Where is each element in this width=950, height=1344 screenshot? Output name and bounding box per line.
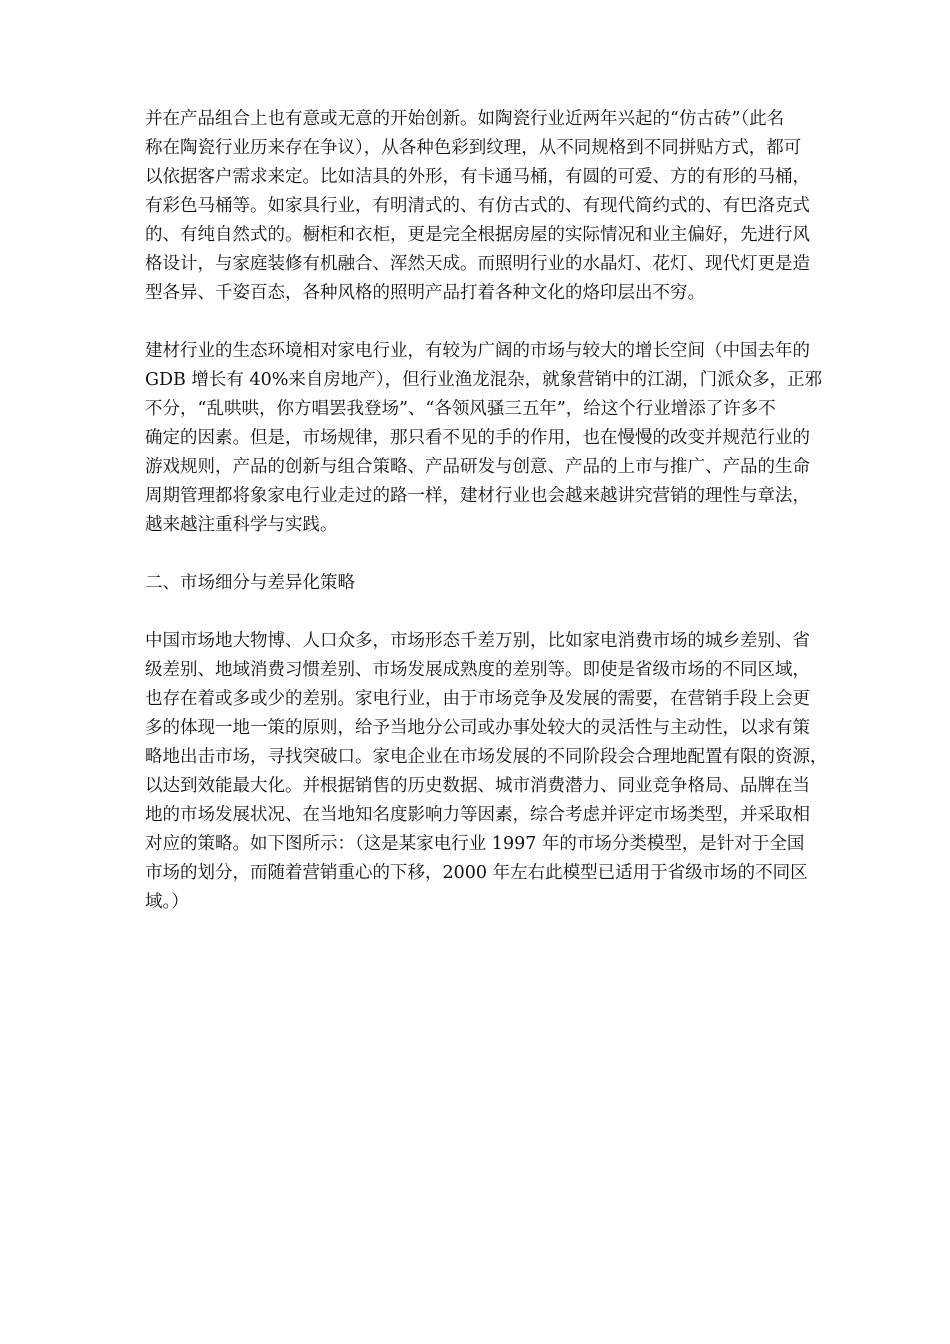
text-line: 确定的因素。但是，市场规律，那只看不见的手的作用，也在慢慢的改变并规范行业的 [145,428,810,448]
paragraph-market-segmentation [145,627,885,917]
text-line: 以达到效能最大化。并根据销售的历史数据、城市消费潜力、同业竞争格局、品牌在当 [145,776,810,796]
text-line: 对应的策略。如下图所示：（这是某家电行业 1997 年的市场分类模型，是针对于全国 [145,834,805,854]
text-line: 建材行业的生态环境相对家电行业，有较为广阔的市场与较大的增长空间（中国去年的 [145,341,810,361]
text-line: 有彩色马桶等。如家具行业，有明清式的、有仿古式的、有现代简约式的、有巴洛克式 [145,196,810,216]
text-line: 周期管理都将象家电行业走过的路一样，建材行业也会越来越讲究营销的理性与章法， [145,486,810,506]
text-line: 多的体现一地一策的原则，给予当地分公司或办事处较大的灵活性与主动性，以求有策 [145,718,810,738]
text-line: 市场的划分，而随着营销重心的下移，2000 年左右此模型已适用于省级市场的不同区 [145,863,808,883]
paragraph-spacer [145,308,885,337]
text-line: 越来越注重科学与实践。 [145,515,338,535]
text-line: 型各异、千姿百态，各种风格的照明产品打着各种文化的烙印层出不穷。 [145,283,705,303]
paragraph-spacer [145,540,885,569]
text-line: 以依据客户需求来定。比如洁具的外形，有卡通马桶，有圆的可爱、方的有形的马桶， [145,167,810,187]
section-heading [145,569,885,598]
text-line: 略地出击市场，寻找突破口。家电企业在市场发展的不同阶段会合理地配置有限的资源， [145,747,828,767]
text-line: 游戏规则，产品的创新与组合策略、产品研发与创意、产品的上市与推广、产品的生命 [145,457,810,477]
text-line: 的、有纯自然式的。橱柜和衣柜，更是完全根据房屋的实际情况和业主偏好，先进行风 [145,225,810,245]
section-heading-text: 二、市场细分与差异化策略 [145,573,355,593]
text-line: 格设计，与家庭装修有机融合、浑然天成。而照明行业的水晶灯、花灯、现代灯更是造 [145,254,810,274]
text-line: GDB 增长有 40%来自房地产），但行业渔龙混杂，就象营销中的江湖，门派众多，正邪 [145,370,823,390]
paragraph-industry-environment [145,337,885,540]
text-line: 也存在着或多或少的差别。家电行业，由于市场竞争及发展的需要，在营销手段上会更 [145,689,810,709]
paragraph-spacer [145,598,885,627]
document-body [145,105,885,917]
text-line: 级差别、地域消费习惯差别、市场发展成熟度的差别等。即使是省级市场的不同区域， [145,660,810,680]
text-line: 不分，“乱哄哄，你方唱罢我登场”、“各领风骚三五年”，给这个行业增添了许多不 [145,399,776,419]
text-line: 称在陶瓷行业历来存在争议），从各种色彩到纹理，从不同规格到不同拼贴方式，都可 [145,138,802,158]
text-line: 并在产品组合上也有意或无意的开始创新。如陶瓷行业近两年兴起的“仿古砖”（此名 [145,109,785,129]
text-line: 地的市场发展状况、在当地知名度影响力等因素，综合考虑并评定市场类型，并采取相 [145,805,810,825]
paragraph-product-innovation [145,105,885,308]
text-line: 中国市场地大物博、人口众多，市场形态千差万别，比如家电消费市场的城乡差别、省 [145,631,810,651]
text-line: 域。） [145,892,189,912]
